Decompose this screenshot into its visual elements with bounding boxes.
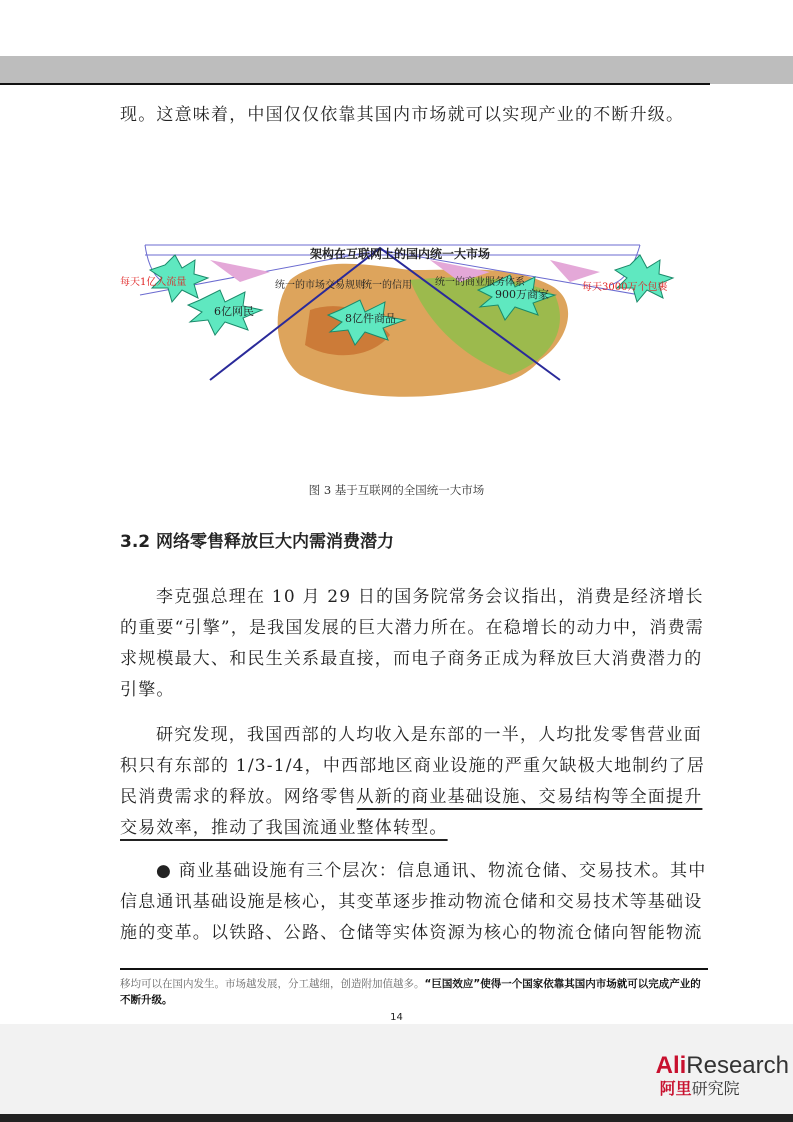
footnote-rule — [120, 968, 708, 970]
footnote-text: 移均可以在国内发生。市场越发展，分工越细，创造附加值越多。 — [120, 978, 425, 990]
figure-caption: 图 3 基于互联网的全国统一大市场 — [308, 483, 485, 497]
paragraph: ● 商业基础设施有三个层次：信息通讯、物流仓储、交易技术。其中信息通讯基础设施是核心，其变革逐步推动物流仓储和交易技术等基础设施的变革。以铁路、公路、仓储等实体资源为核心的物流仓储向智能物流 — [120, 861, 707, 943]
figure-label: 每天3000万个包裹 — [582, 282, 668, 293]
header-rule — [0, 83, 710, 85]
figure-label: 统一的商业服务体系 — [435, 277, 525, 288]
footnote — [120, 976, 710, 1008]
footer-bar — [0, 1114, 793, 1122]
figure-label: 900万商家 — [495, 288, 549, 301]
underlined-text: 从新的商业基础设施、交易结构等全面提升交易效率，推动了我国流通业整体转型。 — [120, 787, 703, 838]
figure-label: 每天1亿人流量 — [120, 277, 187, 288]
figure-label: 8亿件商品 — [345, 312, 396, 325]
header-bar — [0, 56, 793, 84]
figure-title: 架构在互联网上的国内统一大市场 — [309, 247, 491, 261]
paragraph: 李克强总理在 10 月 29 日的国务院常务会议指出，消费是经济增长的重要“引擎”，是我国发展的巨大潜力所在。在稳增长的动力中，消费需求规模最大、和民生关系最直接，而电子商务正成为释放巨大消费潜力的引擎。 — [120, 587, 704, 700]
figure-china-market-map — [110, 160, 690, 440]
footnote-bold-text: “巨国效应”使得一个国家依靠其国内市场就可以完成产业的不断升级。 — [120, 978, 701, 1006]
figure-label: 6亿网民 — [214, 305, 254, 318]
section-heading: 3.2 网络零售释放巨大内需消费潜力 — [120, 532, 395, 552]
page-number: 14 — [390, 1012, 403, 1023]
intro-text: 现。这意味着，中国仅仅依靠其国内市场就可以实现产业的不断升级。 — [120, 105, 685, 125]
figure-label: 统一的信用 — [362, 280, 412, 291]
figure-label: 统一的市场交易规则 — [275, 280, 365, 291]
paragraph-text: 研究发现，我国西部的人均收入是东部的一半，人均批发零售营业面积只有东部的 1/3-1/4，中西部地区商业设施的严重欠缺极大地制约了居民消费需求的释放。网络零售 — [120, 725, 706, 807]
aliresearch-logo: AliResearch 阿里研究院 — [655, 1052, 789, 1098]
paragraph — [120, 720, 710, 844]
